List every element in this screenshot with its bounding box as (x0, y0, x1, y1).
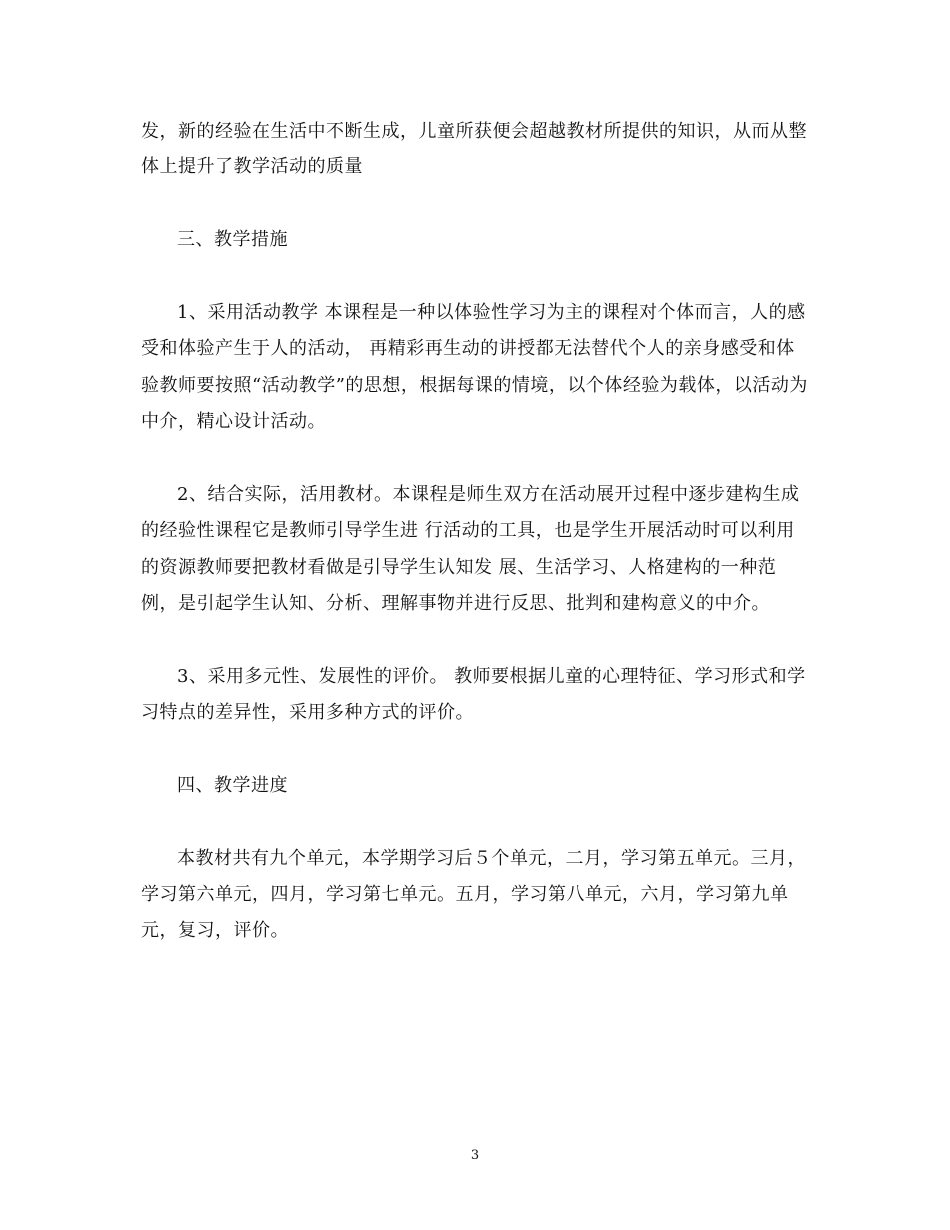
paragraph-2-line-1: 1、采用活动教学 本课程是一种以体验性学习为主的课程对个体而言，人的感 (177, 302, 806, 323)
paragraph-3-line-1: 2、结合实际，活用教材。本课程是师生双方在活动展开过程中逐步建构生成 (177, 484, 800, 505)
paragraph-4-line-1: 3、采用多元性、发展性的评价。 教师要根据儿童的心理特征、学习形式和学 (177, 666, 806, 687)
paragraph-5-line-1: 本教材共有九个单元，本学期学习后５个单元，二月，学习第五单元。三月， (177, 848, 806, 869)
section-heading-teaching-schedule: 四、教学进度 (177, 775, 288, 796)
paragraph-5-line-2: 学习第六单元，四月，学习第七单元。五月，学习第八单元，六月，学习第九单 (141, 884, 789, 905)
paragraph-3-line-3: 的资源教师要把教材看做是引导学生认知发 展、生活学习、人格建构的一种范 (141, 557, 777, 578)
paragraph-2-line-3: 验教师要按照“活动教学”的思想，根据每课的情境，以个体经验为载体，以活动为 (141, 375, 808, 396)
page-number: 3 (470, 1148, 480, 1163)
paragraph-4-line-2: 习特点的差异性，采用多种方式的评价。 (141, 702, 474, 723)
paragraph-1-line-2: 体上提升了教学活动的质量 (141, 156, 363, 177)
paragraph-3-line-4: 例，是引起学生认知、分析、理解事物并进行反思、批判和建构意义的中介。 (141, 593, 770, 614)
paragraph-2-line-4: 中介，精心设计活动。 (141, 411, 326, 432)
paragraph-5-line-3: 元，复习，评价。 (141, 920, 289, 941)
paragraph-3-line-2: 的经验性课程它是教师引导学生进 行活动的工具，也是学生开展活动时可以利用 (141, 520, 795, 541)
paragraph-1-line-1: 发，新的经验在生活中不断生成，儿童所获便会超越教材所提供的知识，从而从整 (141, 121, 807, 142)
paragraph-2-line-2: 受和体验产生于人的活动， 再精彩再生动的讲授都无法替代个人的亲身感受和体 (141, 338, 795, 359)
section-heading-teaching-measures: 三、教学措施 (177, 229, 288, 250)
